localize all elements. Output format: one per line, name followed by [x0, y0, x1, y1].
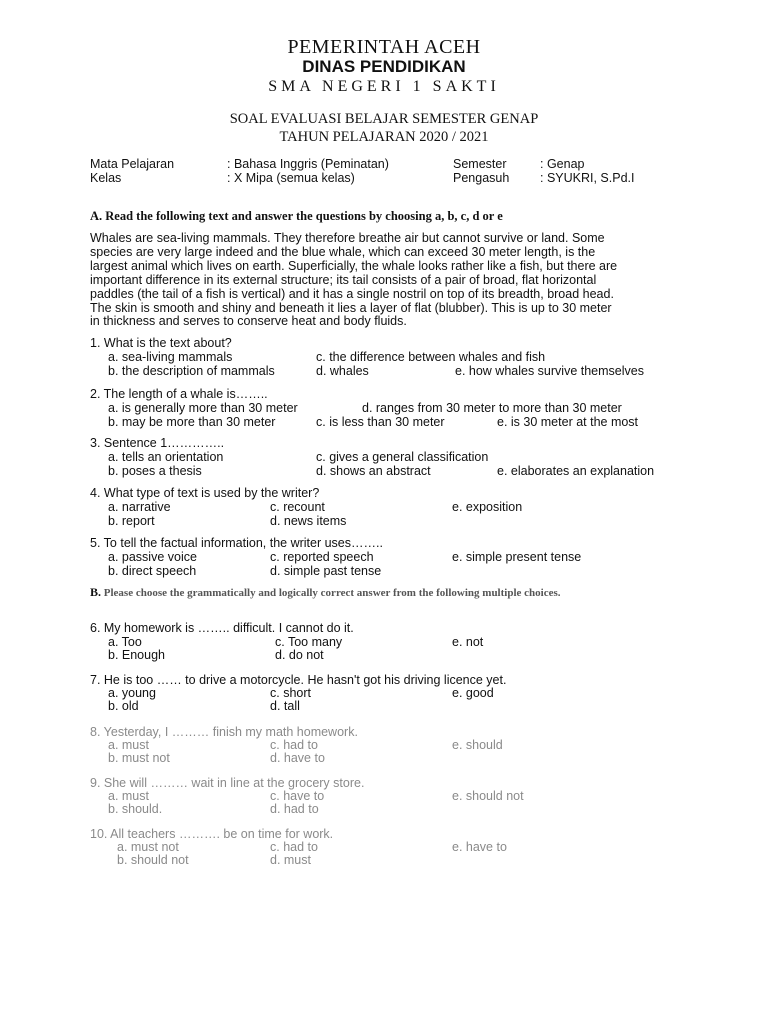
q10-option-d: d. must	[270, 853, 311, 867]
q10-option-c: c. had to	[270, 840, 318, 854]
question-5: 5. To tell the factual information, the writer uses……..	[90, 536, 383, 550]
passage-line: Whales are sea-living mammals. They therefore breathe air but cannot survive or land. Some	[90, 231, 605, 245]
q5-option-b: b. direct speech	[108, 564, 197, 578]
passage-line: largest animal which lives on earth. Superficially, the whale looks rather like a fish, but there are	[90, 258, 618, 273]
q2-option-c: c. is less than 30 meter	[316, 415, 445, 429]
passage-line: in thickness and serves to conserve heat and body fluids.	[90, 314, 407, 329]
passage-line: important difference in its external structure; its tail consists of a pair of broad, flat horizontal	[90, 272, 597, 287]
q9-option-d: d. had to	[270, 802, 319, 816]
teacher-value: : SYUKRI, S.Pd.I	[540, 171, 635, 185]
q8-option-a: a. must	[108, 738, 149, 752]
q1-option-b: b. the description of mammals	[108, 364, 275, 378]
passage-line: species are very large indeed and the blue whale, which can exceed 30 meter length, is the	[90, 244, 596, 259]
semester-label: Semester	[453, 157, 507, 171]
question-6: 6. My homework is …….. difficult. I cannot do it.	[90, 621, 354, 635]
q7-option-e: e. good	[452, 686, 494, 700]
academic-year: TAHUN PELAJARAN 2020 / 2021	[279, 129, 489, 145]
q7-option-b: b. old	[108, 699, 139, 713]
q1-option-a: a. sea-living mammals	[108, 350, 233, 364]
semester-value: : Genap	[540, 157, 585, 171]
q2-option-e: e. is 30 meter at the most	[497, 415, 639, 429]
question-2: 2. The length of a whale is……..	[90, 387, 268, 401]
q9-option-e: e. should not	[452, 789, 524, 803]
q10-option-b: b. should not	[117, 853, 189, 867]
q10-option-a: a. must not	[117, 840, 179, 854]
subject-label: Mata Pelajaran	[90, 157, 175, 171]
question-8: 8. Yesterday, I ……… finish my math homework.	[90, 725, 358, 739]
q5-option-a: a. passive voice	[108, 550, 197, 564]
q5-option-c: c. reported speech	[270, 550, 374, 564]
question-7: 7. He is too …… to drive a motorcycle. He hasn't got his driving licence yet.	[90, 673, 507, 687]
exam-title: SOAL EVALUASI BELAJAR SEMESTER GENAP	[229, 111, 539, 127]
q1-option-d: d. whales	[316, 364, 369, 378]
q4-option-d: d. news items	[270, 514, 347, 528]
q1-option-e: e. how whales survive themselves	[455, 364, 644, 378]
q9-option-c: c. have to	[270, 789, 325, 803]
q6-option-c: c. Too many	[275, 635, 343, 649]
q4-option-c: c. recount	[270, 500, 325, 514]
q8-option-c: c. had to	[270, 738, 318, 752]
q2-option-d: d. ranges from 30 meter to more than 30 meter	[362, 401, 622, 415]
q1-option-c: c. the difference between whales and fish	[316, 350, 546, 364]
question-1: 1. What is the text about?	[90, 336, 232, 350]
q8-option-b: b. must not	[108, 751, 170, 765]
q4-option-b: b. report	[108, 514, 155, 528]
q3-option-c: c. gives a general classification	[316, 450, 489, 464]
passage-line: paddles (the tail of a fish is vertical) and it has a single nostril on top of its breadth, broad head.	[90, 286, 614, 301]
q2-option-b: b. may be more than 30 meter	[108, 415, 276, 429]
question-10: 10. All teachers ………. be on time for work.	[90, 827, 334, 841]
q6-option-a: a. Too	[108, 635, 142, 649]
q8-option-d: d. have to	[270, 751, 325, 765]
class-label: Kelas	[90, 171, 122, 185]
question-9: 9. She will ……… wait in line at the grocery store.	[90, 776, 365, 790]
q3-option-d: d. shows an abstract	[316, 464, 431, 478]
teacher-label: Pengasuh	[453, 171, 510, 185]
department-heading: DINAS PENDIDIKAN	[302, 57, 466, 76]
q3-option-e: e. elaborates an explanation	[497, 464, 655, 478]
q4-option-a: a. narrative	[108, 500, 171, 514]
q7-option-c: c. short	[270, 686, 311, 700]
q6-option-e: e. not	[452, 635, 484, 649]
q5-option-d: d. simple past tense	[270, 564, 382, 578]
q10-option-e: e. have to	[452, 840, 507, 854]
class-value: : X Mipa (semua kelas)	[227, 171, 355, 185]
question-4: 4. What type of text is used by the writer?	[90, 486, 320, 500]
q9-option-a: a. must	[108, 789, 149, 803]
section-a-instruction: A. Read the following text and answer the questions by choosing a, b, c, d or e	[90, 209, 503, 223]
reading-passage	[90, 232, 680, 329]
passage-line: The skin is smooth and shiny and beneath it lies a layer of flat (blubber). This is up to 30 meter	[90, 300, 612, 315]
q3-option-b: b. poses a thesis	[108, 464, 202, 478]
q7-option-a: a. young	[108, 686, 156, 700]
q5-option-e: e. simple present tense	[452, 550, 582, 564]
section-b-instruction	[90, 586, 650, 601]
government-heading: PEMERINTAH ACEH	[287, 36, 481, 58]
q7-option-d: d. tall	[270, 699, 300, 713]
section-b-letter: B.	[90, 585, 102, 599]
q8-option-e: e. should	[452, 738, 503, 752]
school-heading: SMA NEGERI 1 SAKTI	[268, 78, 500, 95]
subject-value: : Bahasa Inggris (Peminatan)	[227, 157, 389, 171]
q4-option-e: e. exposition	[452, 500, 523, 514]
q3-option-a: a. tells an orientation	[108, 450, 224, 464]
q9-option-b: b. should.	[108, 802, 163, 816]
q6-option-b: b. Enough	[108, 648, 165, 662]
q6-option-d: d. do not	[275, 648, 324, 662]
q2-option-a: a. is generally more than 30 meter	[108, 401, 298, 415]
section-b-text: Please choose the grammatically and logically correct answer from the following multiple choices.	[103, 587, 561, 599]
question-3: 3. Sentence 1…………..	[90, 436, 225, 450]
